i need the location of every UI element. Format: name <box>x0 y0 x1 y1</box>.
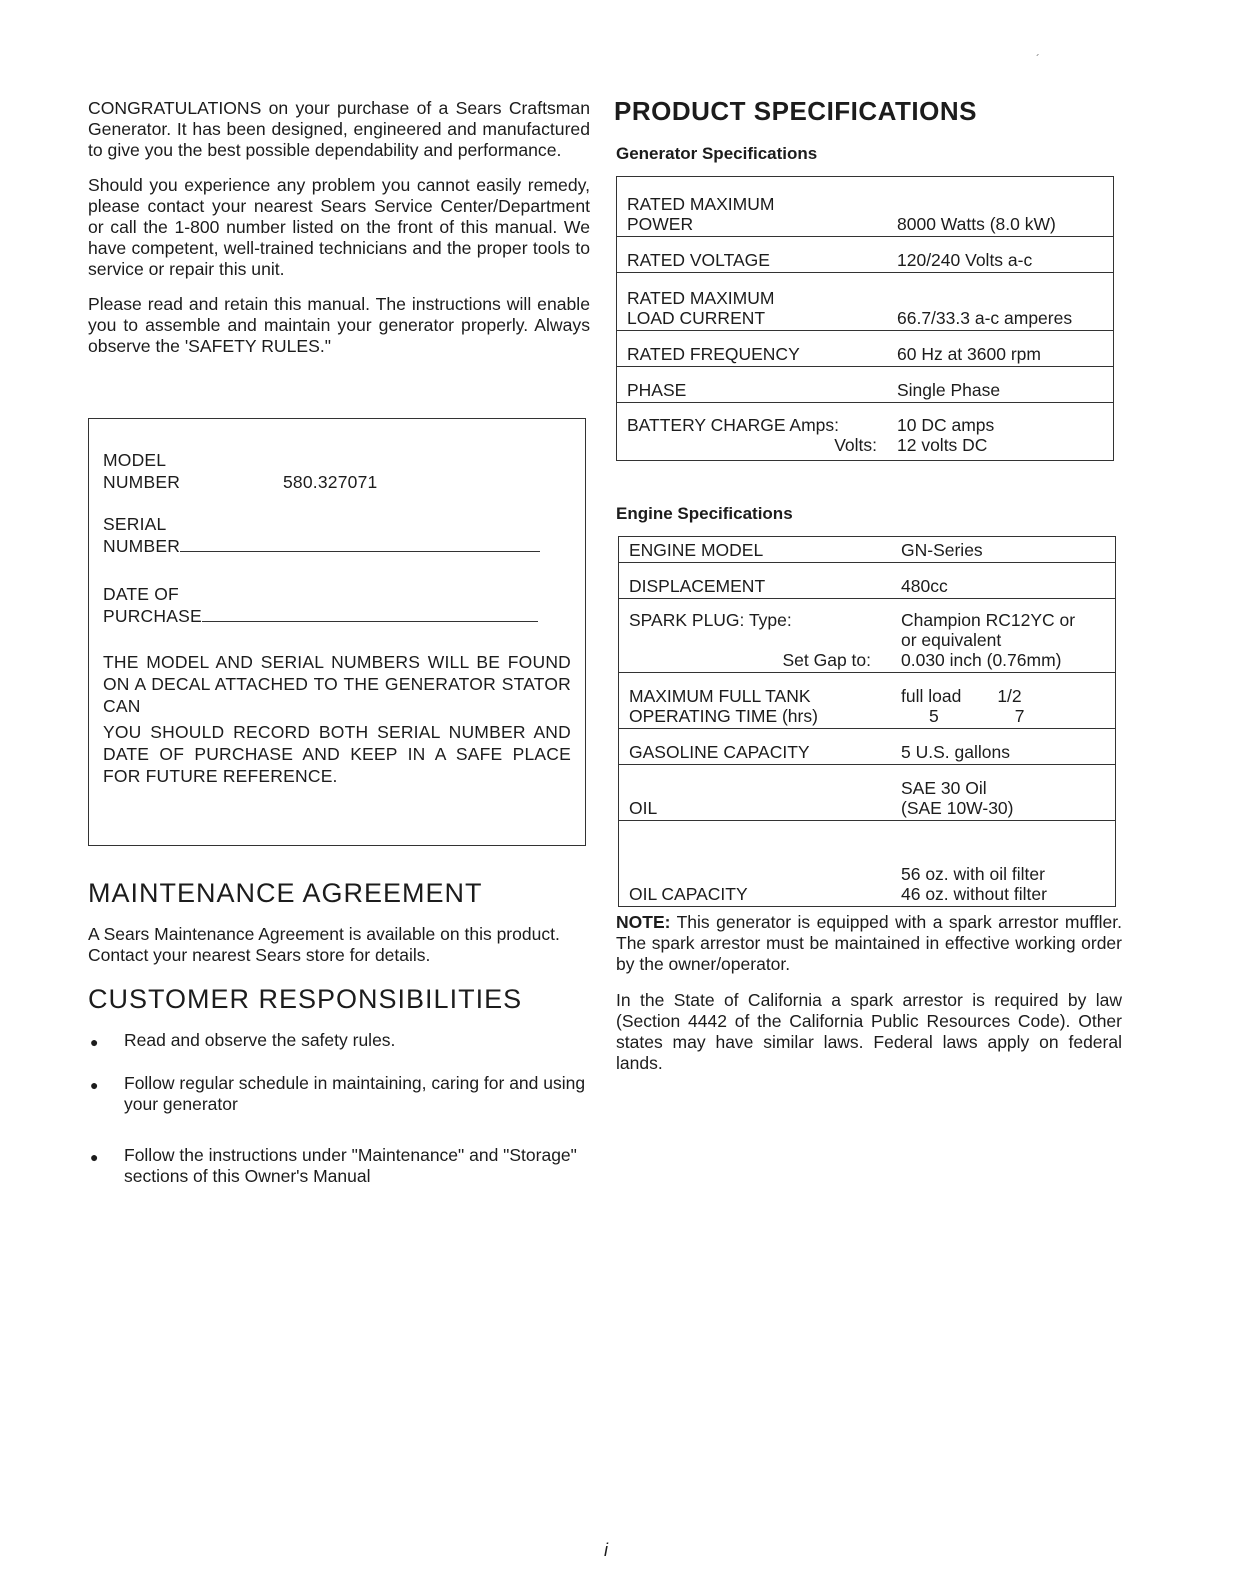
intro-paragraph-3: Please read and retain this manual. The instructions will enable you to assemble and maintain your generator properly. Always observe the 'SAFETY RULES." <box>88 294 590 356</box>
table-row <box>619 729 1116 765</box>
power-value: 8000 Watts (8.0 kW) <box>887 177 1114 237</box>
phase-label: PHASE <box>617 367 888 403</box>
date-row <box>103 583 571 627</box>
list-item-text: Follow regular schedule in maintaining, caring for and using your generator <box>124 1073 586 1114</box>
engine-model-label: ENGINE MODEL <box>619 537 892 563</box>
intro-section <box>88 98 590 371</box>
table-row <box>619 537 1116 563</box>
date-of-purchase-line[interactable] <box>202 620 538 622</box>
intro-paragraph-1: CONGRATULATIONS on your purchase of a Sears Craftsman Generator. It has been designed, engineered and manufactured to give you the best possible dependability and performance. <box>88 98 590 160</box>
table-row <box>617 403 1114 461</box>
serial-row <box>103 513 571 557</box>
model-number: 580.327071 <box>283 472 378 492</box>
voltage-value: 120/240 Volts a-c <box>887 237 1114 273</box>
table-row <box>617 367 1114 403</box>
list-item <box>88 1145 594 1187</box>
spark-plug-value: Champion RC12YC or or equivalent 0.030 inch (0.76mm) <box>891 599 1116 673</box>
oil-label: OIL <box>619 765 892 821</box>
engine-spec-heading: Engine Specifications <box>616 504 793 523</box>
displacement-value: 480cc <box>891 563 1116 599</box>
customer-heading: CUSTOMER RESPONSIBILITIES <box>88 984 523 1014</box>
oil-capacity-label: OIL CAPACITY <box>619 821 892 907</box>
serial-label-1: SERIAL <box>103 514 167 534</box>
page-number: i <box>604 1540 608 1560</box>
gasoline-value: 5 U.S. gallons <box>891 729 1116 765</box>
decal-notice: THE MODEL AND SERIAL NUMBERS WILL BE FOUND ON A DECAL ATTACHED TO THE GENERATOR STATOR CAN <box>103 652 571 716</box>
runtime-value: full load 1/2 5 7 <box>891 673 1116 729</box>
battery-value: 10 DC amps 12 volts DC <box>887 403 1114 461</box>
power-label: RATED MAXIMUM POWER <box>617 177 888 237</box>
list-item-text: Follow the instructions under "Maintenance" and "Storage" sections of this Owner's Manual <box>124 1145 577 1186</box>
generator-spec-table <box>616 176 1114 461</box>
table-row <box>619 599 1116 673</box>
bullet-icon: ● <box>90 1077 99 1093</box>
frequency-value: 60 Hz at 3600 rpm <box>887 331 1114 367</box>
intro-paragraph-2: Should you experience any problem you cannot easily remedy, please contact your nearest Sears Service Center/Department or call the 1-800 number listed on the front of this manual. We have competent, well-trained technicians and the proper tools to service or repair this unit. <box>88 175 590 279</box>
engine-spec-table <box>618 536 1116 907</box>
date-label-2: PURCHASE <box>103 606 202 626</box>
bullet-icon: ● <box>90 1149 99 1165</box>
note-paragraph <box>616 912 1122 975</box>
voltage-label: RATED VOLTAGE <box>617 237 888 273</box>
displacement-label: DISPLACEMENT <box>619 563 892 599</box>
engine-model-value: GN-Series <box>891 537 1116 563</box>
scan-mark: ´ <box>1036 52 1040 66</box>
table-row <box>617 237 1114 273</box>
current-value: 66.7/33.3 a-c amperes <box>887 273 1114 331</box>
bullet-icon: ● <box>90 1034 99 1050</box>
record-notice: YOU SHOULD RECORD BOTH SERIAL NUMBER AND DATE OF PURCHASE AND KEEP IN A SAFE PLACE FOR FUTURE REFERENCE. <box>103 722 571 786</box>
maintenance-heading: MAINTENANCE AGREEMENT <box>88 878 483 908</box>
generator-spec-heading: Generator Specifications <box>616 144 818 163</box>
table-row <box>619 765 1116 821</box>
table-row <box>619 821 1116 907</box>
list-item <box>88 1030 594 1051</box>
list-item <box>88 1073 594 1115</box>
note-label: NOTE: <box>616 912 671 932</box>
table-row <box>617 273 1114 331</box>
note-text: This generator is equipped with a spark arrestor muffler. The spark arrestor must be maintained in effective working order by the owner/operator. <box>616 912 1122 974</box>
battery-label: BATTERY CHARGE Amps: Volts: <box>617 403 888 461</box>
oil-capacity-value: 56 oz. with oil filter 46 oz. without filter <box>891 821 1116 907</box>
table-row <box>619 673 1116 729</box>
current-label: RATED MAXIMUM LOAD CURRENT <box>617 273 888 331</box>
oil-value: SAE 30 Oil (SAE 10W-30) <box>891 765 1116 821</box>
runtime-label: MAXIMUM FULL TANK OPERATING TIME (hrs) <box>619 673 892 729</box>
table-row <box>617 177 1114 237</box>
gasoline-label: GASOLINE CAPACITY <box>619 729 892 765</box>
date-label-1: DATE OF <box>103 584 179 604</box>
customer-list <box>88 1030 594 1209</box>
spark-plug-label: SPARK PLUG: Type: Set Gap to: <box>619 599 892 673</box>
frequency-label: RATED FREQUENCY <box>617 331 888 367</box>
table-row <box>617 331 1114 367</box>
phase-value: Single Phase <box>887 367 1114 403</box>
serial-label-2: NUMBER <box>103 536 181 556</box>
model-label-1: MODEL <box>103 450 167 470</box>
list-item-text: Read and observe the safety rules. <box>124 1030 396 1050</box>
record-box <box>88 418 586 846</box>
product-heading: PRODUCT SPECIFICATIONS <box>614 96 977 126</box>
california-paragraph: In the State of California a spark arrestor is required by law (Section 4442 of the California Public Resources Code). Other states may have similar laws. Federal laws apply on federal lands. <box>616 990 1122 1073</box>
model-label-2: NUMBER <box>103 472 181 492</box>
model-row <box>103 449 571 493</box>
serial-number-line[interactable] <box>180 550 540 552</box>
maintenance-text: A Sears Maintenance Agreement is available on this product. Contact your nearest Sears store for details. <box>88 924 560 965</box>
table-row <box>619 563 1116 599</box>
